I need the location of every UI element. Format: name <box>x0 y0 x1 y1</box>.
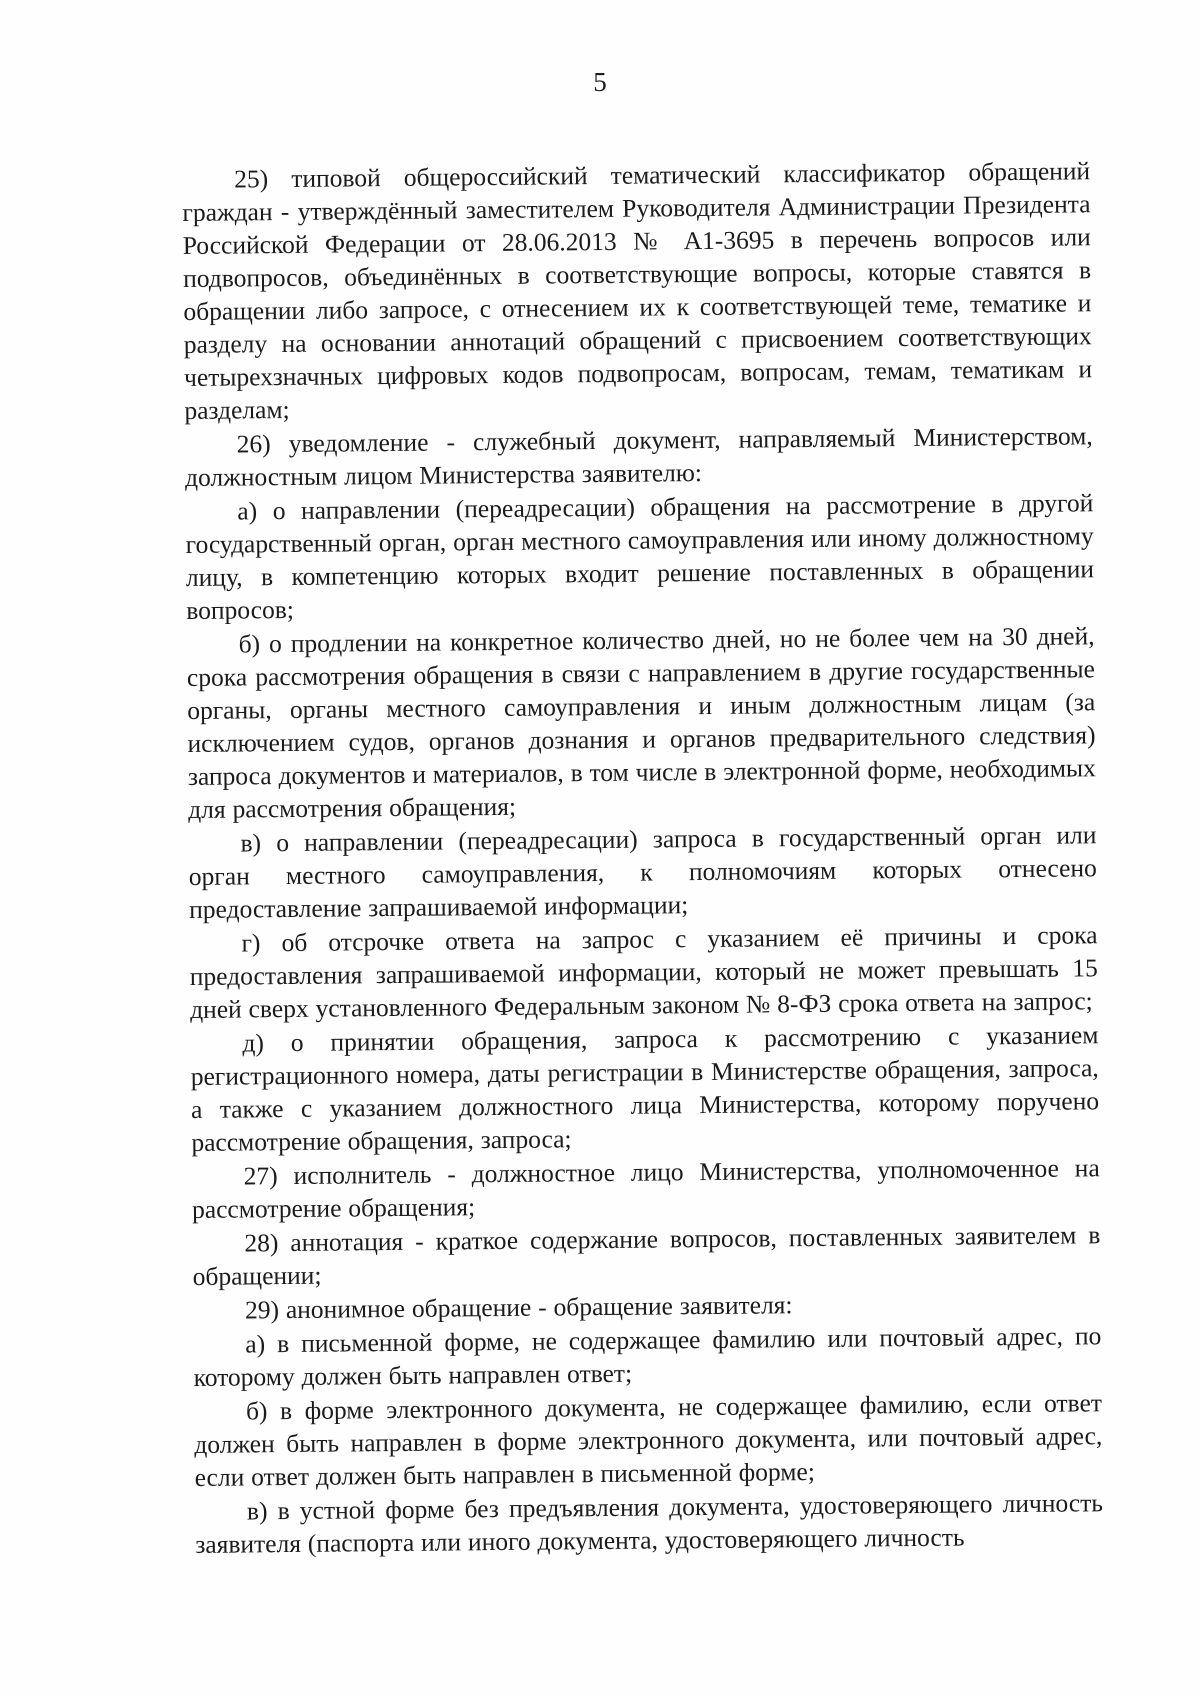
paragraph-29-v: в) в устной форме без предъявления документа, удостоверяющего личность заявителя (паспорта или иного документа, удостоверяющего личность <box>195 1488 1104 1559</box>
paragraph-25-classifier: 25) типовой общероссийский тематический классификатор обращений граждан - утверждённый заместителем Руководителя Администрации Президента Российской Федерации от 28.06.2013 № А1-3695 в перечень вопросов или подвопросов, объединённых в соответствующие вопросы, которые ставятся в обращении либо запросе, с отнесением их к соответствующей теме, тематике и разделу на основании аннотаций обращений с присвоением соответствующих четырехзначных цифровых кодов подвопросам, вопросам, темам, тематикам и разделам; <box>182 156 1093 425</box>
paragraph-29-a: а) в письменной форме, не содержащее фамилию или почтовый адрес, по которому должен быть направлен ответ; <box>193 1321 1102 1392</box>
paragraph-26-a: а) о направлении (переадресации) обращения на рассмотрение в другой государственный орган, орган местного самоуправления или иному должностному лицу, в компетенцию которых входит решение поставленных в обращении вопросов; <box>185 488 1095 625</box>
paragraph-29-b: б) в форме электронного документа, не содержащее фамилию, если ответ должен быть направлен в форме электронного документа, или почтовый адрес, если ответ должен быть направлен в письменной форме; <box>194 1388 1103 1492</box>
document-body <box>182 154 1103 1562</box>
paragraph-26-b: б) о продлении на конкретное количество дней, но не более чем на 30 дней, срока рассмотрения обращения в связи с направлением в другие государственные органы, органы местного самоуправления и иным должностным лицам (за исключением судов, органов дознания и органов предварительного следствия) запроса документов и материалов, в том числе в электронной форме, необходимых для рассмотрения обращения; <box>186 621 1096 824</box>
paragraph-26-g: г) об отсрочке ответа на запрос с указанием её причины и срока предоставления запрашиваемой информации, который не может превышать 15 дней сверх установленного Федеральным законом № 8-ФЗ срока ответа на запрос; <box>189 920 1098 1024</box>
paragraph-28-annotation: 28) аннотация - краткое содержание вопросов, поставленных заявителем в обращении; <box>192 1220 1101 1291</box>
paragraph-29-anonymous: 29) анонимное обращение - обращение заявителя: <box>244 1290 793 1325</box>
paragraph-27-executor: 27) исполнитель - должностное лицо Министерства, уполномоченное на рассмотрение обращения; <box>191 1153 1100 1224</box>
page-number: 5 <box>593 67 607 97</box>
paragraph-26-notification: 26) уведомление - служебный документ, направляемый Министерством, должностным лицом Министерства заявителю: <box>184 421 1093 492</box>
paragraph-26-v: в) о направлении (переадресации) запроса в государственный орган или орган местного самоуправления, к полномочиям которых отнесено предоставление запрашиваемой информации; <box>188 820 1097 924</box>
paragraph-26-d: д) о принятии обращения, запроса к рассмотрению с указанием регистрационного номера, даты регистрации в Министерстве обращения, запроса, а также с указанием должностного лица Министерства, которому поручено рассмотрение обращения, запроса; <box>190 1020 1100 1157</box>
